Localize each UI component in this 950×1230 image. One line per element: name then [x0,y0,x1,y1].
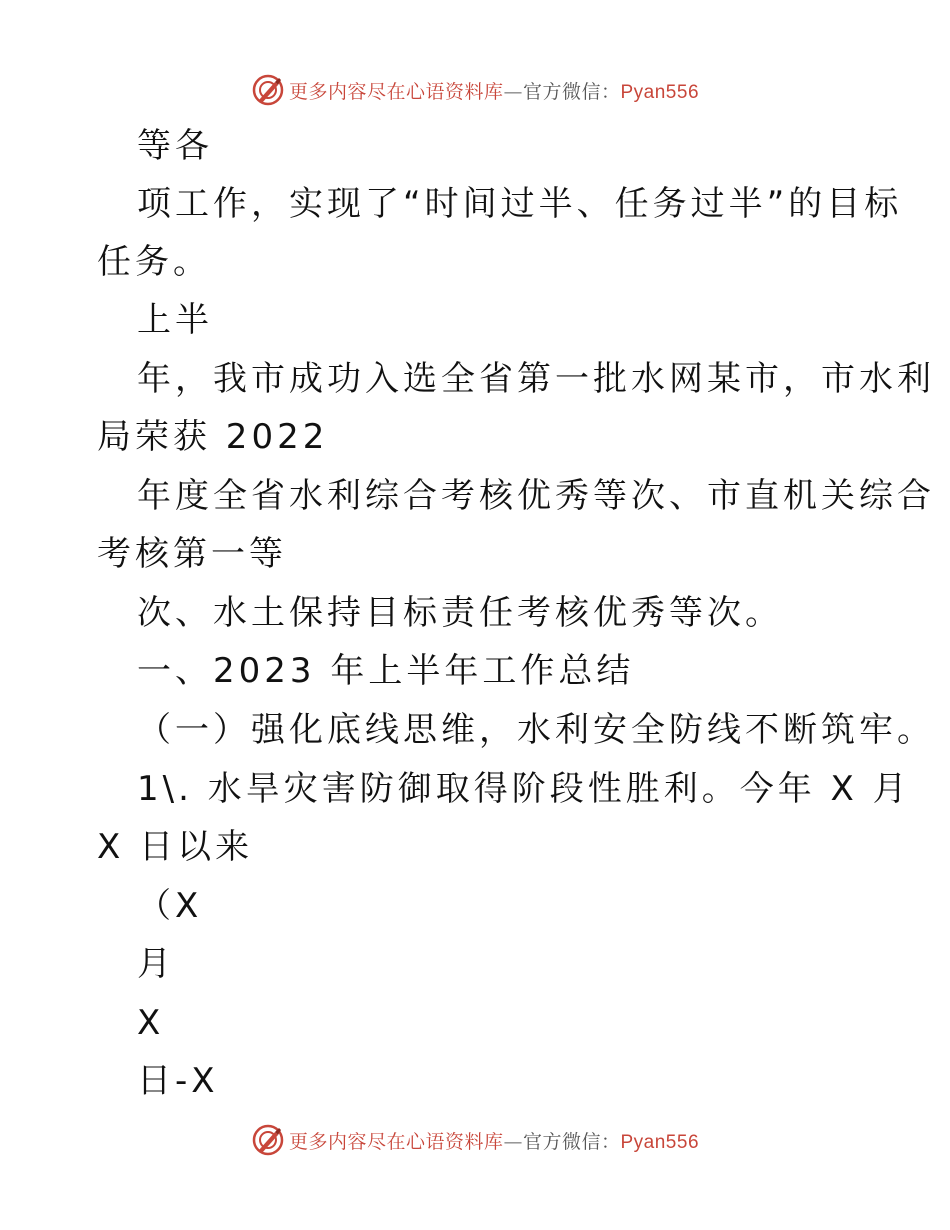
paragraph-line: 任务。 [97,242,211,282]
paragraph-line: 日-X [137,1061,219,1101]
paragraph-line: （X [137,886,203,926]
paragraph-line: 项工作，实现了“时间过半、任务过半”的目标 [137,184,903,224]
watermark-text: 更多内容尽在心语资料库—官方微信：Pyan556 [288,80,700,103]
paragraph-line: 考核第一等 [97,534,287,574]
paragraph-line: 年度全省水利综合考核优秀等次、市直机关综合 [137,476,935,516]
paragraph-line: 年，我市成功入选全省第一批水网某市，市水利 [137,359,935,399]
paragraph-line: 上半 [137,300,213,340]
paragraph-line: 月 [137,944,175,984]
watermark-footer [0,1120,950,1160]
subsection-heading: （一）强化底线思维，水利安全防线不断筑牢。 [137,710,935,750]
paragraph-line: 1\. 水旱灾害防御取得阶段性胜利。今年 X 月 [137,769,911,809]
paragraph-line: 等各 [137,126,213,166]
paragraph-line: 局荣获 2022 [97,417,329,457]
paragraph-line: X [137,1003,165,1043]
section-heading: 一、2023 年上半年工作总结 [137,651,635,691]
paragraph-line: X 日以来 [97,827,254,867]
pen-logo-icon [251,1123,285,1157]
watermark-text: 更多内容尽在心语资料库—官方微信：Pyan556 [288,1130,700,1153]
paragraph-line: 次、水土保持目标责任考核优秀等次。 [137,593,783,633]
